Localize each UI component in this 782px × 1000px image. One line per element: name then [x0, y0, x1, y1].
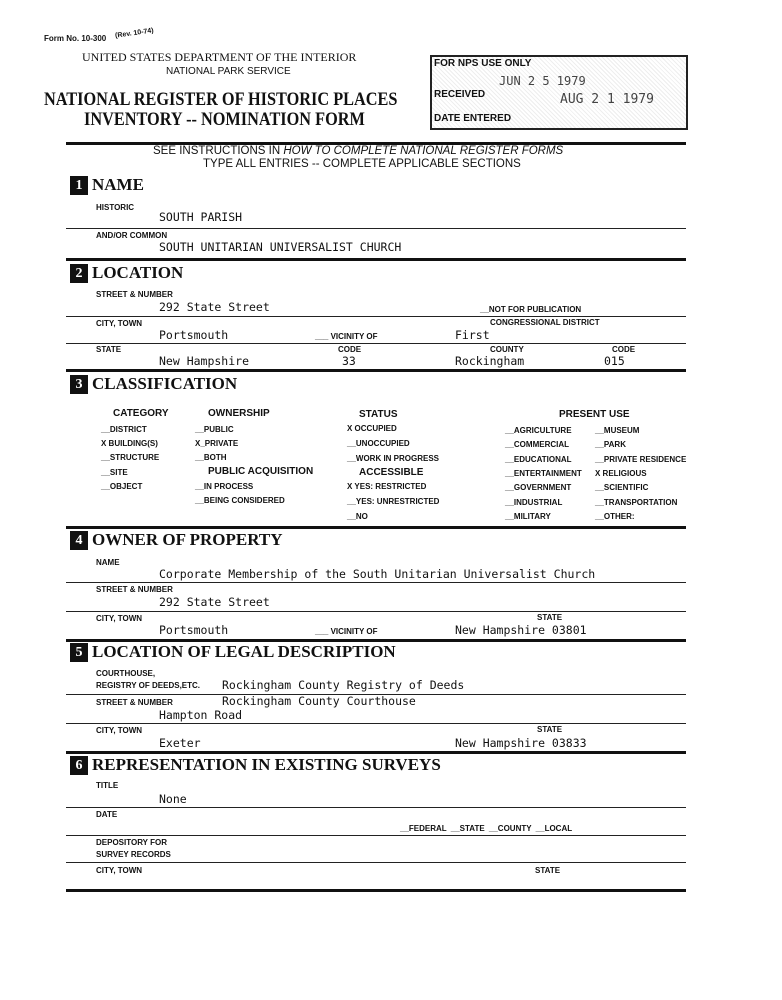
divider [66, 835, 686, 836]
classification-option: __MILITARY [505, 511, 551, 521]
owner-city-label: CITY, TOWN [96, 614, 143, 623]
instructions-line-2: TYPE ALL ENTRIES -- COMPLETE APPLICABLE SECTIONS [203, 158, 521, 170]
form-title-2: INVENTORY -- NOMINATION FORM [84, 110, 365, 130]
city-label: CITY, TOWN [96, 319, 143, 328]
divider [66, 316, 686, 317]
classification-option: __EDUCATIONAL [505, 454, 572, 464]
section-number: 2 [70, 264, 88, 283]
section-number: 5 [70, 643, 88, 662]
ownership-heading: OWNERSHIP [208, 408, 270, 419]
county-code-value: 015 [604, 354, 625, 368]
classification-option: __BOTH [195, 453, 227, 463]
owner-name-label: NAME [96, 558, 120, 567]
survey-title-label: TITLE [96, 781, 119, 790]
classification-option: __SCIENTIFIC [595, 483, 649, 493]
department-name: UNITED STATES DEPARTMENT OF THE INTERIOR [82, 50, 357, 64]
classification-option: __PUBLIC [195, 425, 234, 434]
instructions-prefix: SEE INSTRUCTIONS IN [153, 145, 284, 157]
classification-option: __ENTERTAINMENT [505, 468, 582, 478]
state-code-value: 33 [342, 354, 356, 368]
present-use-heading: PRESENT USE [559, 409, 630, 420]
legal-state-label: STATE [537, 725, 563, 734]
congressional-district-value: First [455, 328, 490, 342]
classification-option: __MUSEUM [595, 426, 640, 435]
nps-use-label: FOR NPS USE ONLY [434, 58, 532, 69]
service-name: NATIONAL PARK SERVICE [166, 66, 291, 77]
section-3-header [70, 374, 237, 394]
classification-option: __PARK [595, 440, 626, 450]
form-title-1: NATIONAL REGISTER OF HISTORIC PLACES [44, 90, 398, 110]
owner-vicinity-label: ___ VICINITY OF [315, 627, 378, 636]
section-title: OWNER OF PROPERTY [92, 530, 283, 549]
public-acquisition-heading: PUBLIC ACQUISITION [208, 466, 314, 477]
divider [66, 889, 686, 892]
date-stamp: AUG 2 1 1979 [560, 92, 654, 107]
classification-option: X RELIGIOUS [595, 468, 647, 478]
received-stamp: JUN 2 5 1979 [499, 74, 586, 88]
common-label: AND/OR COMMON [96, 231, 168, 240]
congressional-district-label: CONGRESSIONAL DISTRICT [490, 318, 600, 327]
legal-street-label: STREET & NUMBER [96, 698, 173, 707]
section-title: LOCATION OF LEGAL DESCRIPTION [92, 642, 396, 661]
survey-title-value: None [159, 792, 187, 806]
classification-option: __PRIVATE RESIDENCE [595, 454, 687, 464]
section-6-header [70, 755, 441, 775]
section-title: REPRESENTATION IN EXISTING SURVEYS [92, 755, 441, 774]
state-value: New Hampshire [159, 354, 250, 368]
classification-option: __BEING CONSIDERED [195, 496, 285, 506]
legal-street-1: Rockingham County Courthouse [222, 694, 416, 708]
received-label: RECEIVED [434, 89, 486, 100]
classification-option: X OCCUPIED [347, 424, 397, 433]
classification-option: __UNOCCUPIED [347, 439, 410, 448]
city-value: Portsmouth [159, 328, 229, 342]
classification-option: X BUILDING(S) [101, 439, 158, 449]
depository-label-2: SURVEY RECORDS [96, 850, 171, 859]
date-entered-label: DATE ENTERED [434, 113, 512, 124]
section-title: CLASSIFICATION [92, 374, 238, 393]
survey-date-label: DATE [96, 810, 118, 819]
classification-option: __STRUCTURE [101, 453, 160, 463]
section-number: 6 [70, 756, 88, 775]
divider [66, 723, 686, 724]
owner-city: Portsmouth [159, 623, 229, 637]
survey-level-options: __FEDERAL __STATE __COUNTY __LOCAL [400, 824, 573, 833]
county-code-label: CODE [612, 345, 636, 354]
street-value: 292 State Street [159, 300, 270, 314]
section-number: 1 [70, 176, 88, 195]
instructions-title: HOW TO COMPLETE NATIONAL REGISTER FORMS [283, 145, 564, 157]
status-heading: STATUS [359, 409, 398, 420]
owner-street: 292 State Street [159, 595, 270, 609]
form-number: Form No. 10-300 [44, 34, 107, 43]
survey-state-label: STATE [535, 866, 561, 875]
classification-option: __DISTRICT [101, 425, 147, 434]
legal-city-label: CITY, TOWN [96, 726, 143, 735]
divider [66, 611, 686, 612]
divider [66, 228, 686, 229]
legal-city: Exeter [159, 736, 201, 750]
owner-state-label: STATE [537, 613, 563, 622]
divider [66, 751, 686, 754]
state-label: STATE [96, 345, 122, 354]
section-4-header [70, 530, 283, 550]
historic-name: SOUTH PARISH [159, 210, 243, 224]
not-for-publication: __NOT FOR PUBLICATION [480, 305, 582, 314]
registry-label: REGISTRY OF DEEDS,ETC. [96, 681, 201, 690]
common-name: SOUTH UNITARIAN UNIVERSALIST CHURCH [159, 240, 402, 254]
section-title: LOCATION [92, 263, 184, 282]
legal-state: New Hampshire 03833 [455, 736, 587, 750]
classification-option: __GOVERNMENT [505, 483, 572, 493]
county-value: Rockingham [455, 354, 525, 368]
instructions-line-1 [153, 145, 563, 158]
divider [66, 862, 686, 863]
classification-option: __OTHER: [595, 511, 635, 521]
classification-option: __AGRICULTURE [505, 426, 572, 435]
classification-option: __WORK IN PROGRESS [347, 454, 440, 463]
divider [66, 582, 686, 583]
form-revision: (Rev. 10-74) [114, 27, 155, 40]
county-label: COUNTY [490, 345, 524, 354]
state-code-label: CODE [338, 345, 362, 354]
classification-option: __INDUSTRIAL [505, 497, 563, 507]
vicinity-label: ___ VICINITY OF [315, 332, 378, 341]
owner-street-label: STREET & NUMBER [96, 585, 173, 594]
classification-option: X YES: RESTRICTED [347, 482, 427, 491]
classification-option: __YES: UNRESTRICTED [347, 497, 440, 506]
owner-name: Corporate Membership of the South Unitarian Universalist Church [159, 567, 596, 581]
divider [66, 258, 686, 261]
section-1-header [70, 175, 144, 195]
classification-option: __TRANSPORTATION [595, 497, 678, 507]
divider [66, 369, 686, 372]
legal-street-2: Hampton Road [159, 708, 243, 722]
category-heading: CATEGORY [113, 408, 169, 419]
street-label: STREET & NUMBER [96, 290, 173, 299]
depository-label-1: DEPOSITORY FOR [96, 838, 167, 847]
divider [66, 343, 686, 344]
section-title: NAME [92, 175, 144, 194]
divider [66, 526, 686, 529]
classification-option: X_PRIVATE [195, 439, 239, 449]
classification-option: __NO [347, 512, 368, 521]
registry-value: Rockingham County Registry of Deeds [222, 678, 465, 692]
classification-option: __COMMERCIAL [505, 440, 570, 450]
section-5-header [70, 642, 396, 662]
section-number: 3 [70, 375, 88, 394]
section-2-header [70, 263, 183, 283]
owner-state: New Hampshire 03801 [455, 623, 587, 637]
nps-use-box [430, 55, 688, 130]
divider [66, 807, 686, 808]
classification-option: __OBJECT [101, 481, 143, 491]
classification-option: __IN PROCESS [195, 482, 254, 491]
historic-label: HISTORIC [96, 203, 135, 212]
accessible-heading: ACCESSIBLE [359, 467, 424, 478]
classification-option: __SITE [101, 467, 128, 477]
courthouse-label: COURTHOUSE, [96, 669, 156, 678]
survey-city-label: CITY, TOWN [96, 866, 143, 875]
section-number: 4 [70, 531, 88, 550]
